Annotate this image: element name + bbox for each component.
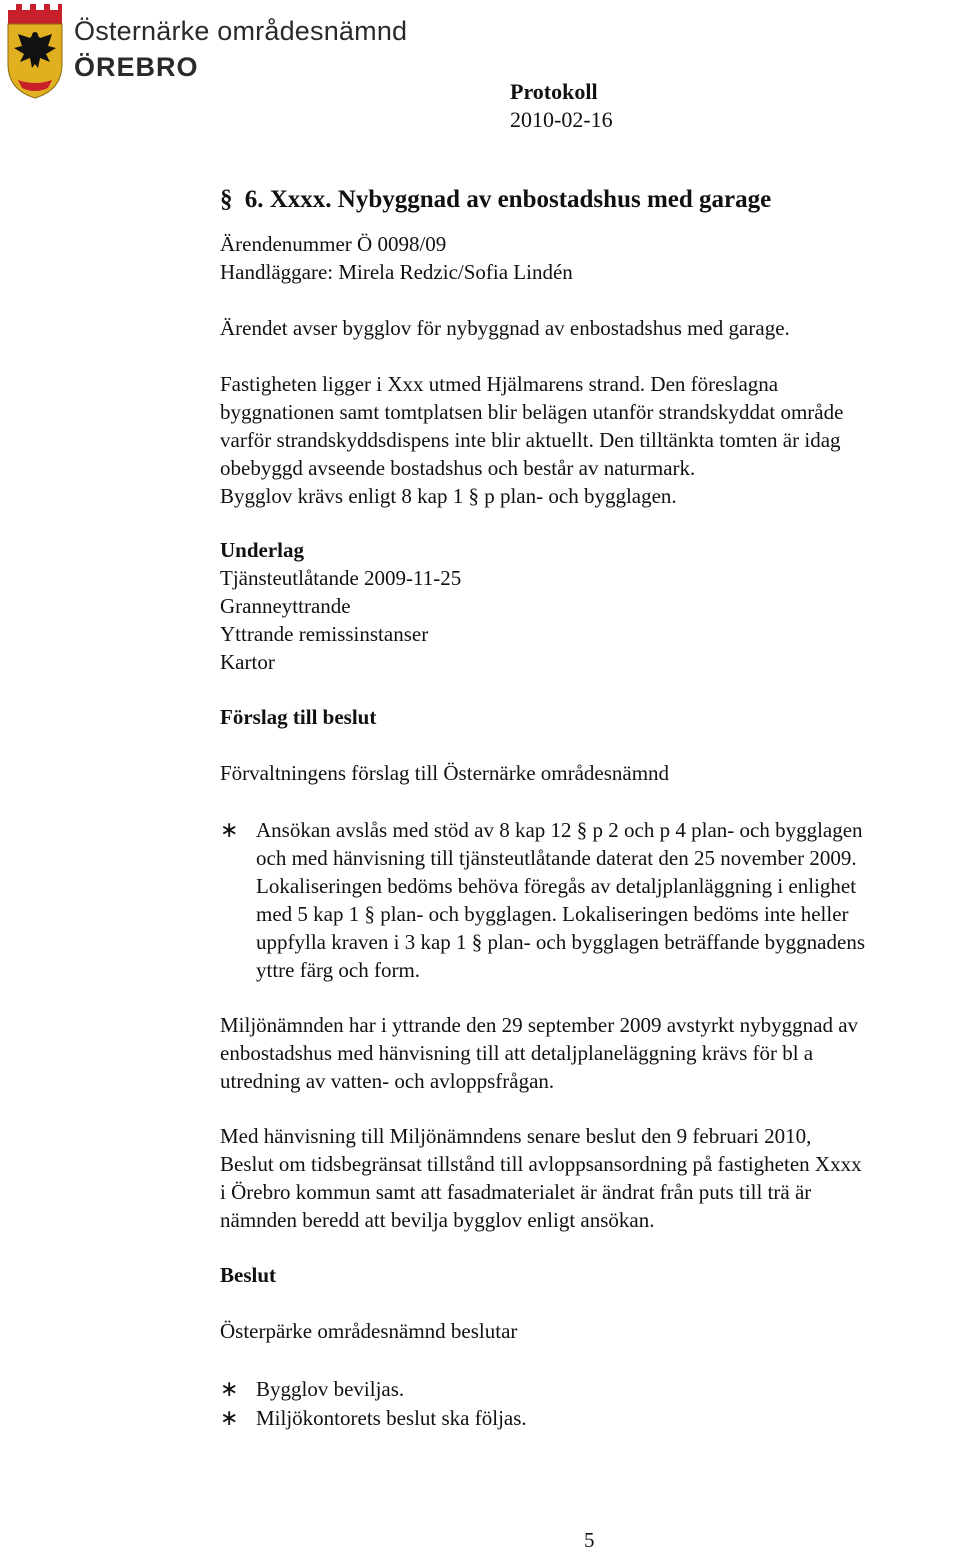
text-line: Beslut om tidsbegränsat tillstånd till avloppsansordning på fastigheten Xxxx — [220, 1152, 862, 1176]
text-line: Miljökontorets beslut ska följas. — [256, 1406, 527, 1430]
text-line: obebyggd avseende bostadshus och består av naturmark. — [220, 456, 696, 480]
miljo-paragraph — [220, 1011, 858, 1095]
case-number: Ärendenummer Ö 0098/09 — [220, 232, 447, 256]
text-line: med 5 kap 1 § plan- och bygglagen. Lokaliseringen bedöms inte heller — [256, 902, 849, 926]
underlag-item: Tjänsteutlåtande 2009-11-25 — [220, 566, 462, 590]
list-item — [220, 1375, 960, 1403]
section-heading — [220, 186, 771, 214]
underlag-item: Yttrande remissinstanser — [220, 622, 429, 646]
text-line: och med hänvisning till tjänsteutlåtande daterat den 25 november 2009. — [256, 846, 857, 870]
text-line: enbostadshus med hänvisning till att detaljplaneläggning krävs för bl a — [220, 1041, 814, 1065]
paragraph-symbol: § — [220, 186, 233, 213]
text-line: Fastigheten ligger i Xxx utmed Hjälmarens strand. Den föreslagna — [220, 372, 779, 396]
text-line: Lokaliseringen bedöms behöva föregås av detaljplanläggning i enlighet — [256, 874, 857, 898]
underlag-item: Kartor — [220, 650, 275, 674]
coat-of-arms-icon — [4, 2, 66, 100]
text-line: nämnden beredd att bevilja bygglov enligt ansökan. — [220, 1208, 655, 1232]
forslag-bullet-list — [220, 816, 960, 984]
underlag-section — [220, 536, 461, 676]
underlag-item: Granneyttrande — [220, 594, 351, 618]
bullet-icon: ∗ — [220, 1376, 239, 1401]
document-meta — [510, 78, 613, 134]
bullet-icon: ∗ — [220, 817, 239, 842]
forslag-heading: Förslag till beslut — [220, 705, 377, 729]
intro-text: Ärendet avser bygglov för nybyggnad av enbostadshus med garage. — [220, 316, 790, 340]
forslag-subheading: Förvaltningens förslag till Östernärke områdesnämnd — [220, 761, 670, 785]
text-line: i Örebro kommun samt att fasadmaterialet är ändrat från puts till trä är — [220, 1180, 812, 1204]
text-line: Med hänvisning till Miljönämndens senare beslut den 9 februari 2010, — [220, 1124, 812, 1148]
text-line: byggnationen samt tomtplatsen blir belägen utanför strandskyddat område — [220, 400, 844, 424]
case-handler: Handläggare: Mirela Redzic/Sofia Lindén — [220, 260, 573, 284]
page-number: 5 — [584, 1528, 595, 1552]
section-title: 6. Xxxx. Nybyggnad av enbostadshus med garage — [244, 186, 772, 213]
text-line: Miljönämnden har i yttrande den 29 september 2009 avstyrkt nybyggnad av — [220, 1013, 859, 1037]
document-date: 2010-02-16 — [510, 107, 613, 132]
org-logo — [4, 2, 408, 102]
text-line: Bygglov krävs enligt 8 kap 1 § p plan- och bygglagen. — [220, 484, 677, 508]
list-item — [220, 1404, 960, 1432]
hanvisning-paragraph — [220, 1122, 862, 1234]
org-city: ÖREBRO — [74, 52, 199, 82]
text-line: Ansökan avslås med stöd av 8 kap 12 § p 2 och p 4 plan- och bygglagen — [256, 818, 863, 842]
text-line: uppfylla kraven i 3 kap 1 § plan- och bygglagen beträffande byggnadens — [256, 930, 865, 954]
text-line: utredning av vatten- och avloppsfrågan. — [220, 1069, 555, 1093]
text-line: yttre färg och form. — [256, 958, 421, 982]
text-line: varför strandskyddsdispens inte blir aktuellt. Den tilltänkta tomten är idag — [220, 428, 841, 452]
beslut-subheading: Österpärke områdesnämnd beslutar — [220, 1319, 518, 1343]
description-paragraph — [220, 370, 843, 510]
org-name: Östernärke områdesnämnd — [74, 16, 408, 46]
text-line: Bygglov beviljas. — [256, 1377, 405, 1401]
underlag-heading: Underlag — [220, 538, 304, 562]
list-item — [220, 816, 960, 984]
bullet-icon: ∗ — [220, 1405, 239, 1430]
document-type: Protokoll — [510, 79, 598, 104]
beslut-heading: Beslut — [220, 1263, 277, 1287]
beslut-bullet-list — [220, 1375, 960, 1432]
